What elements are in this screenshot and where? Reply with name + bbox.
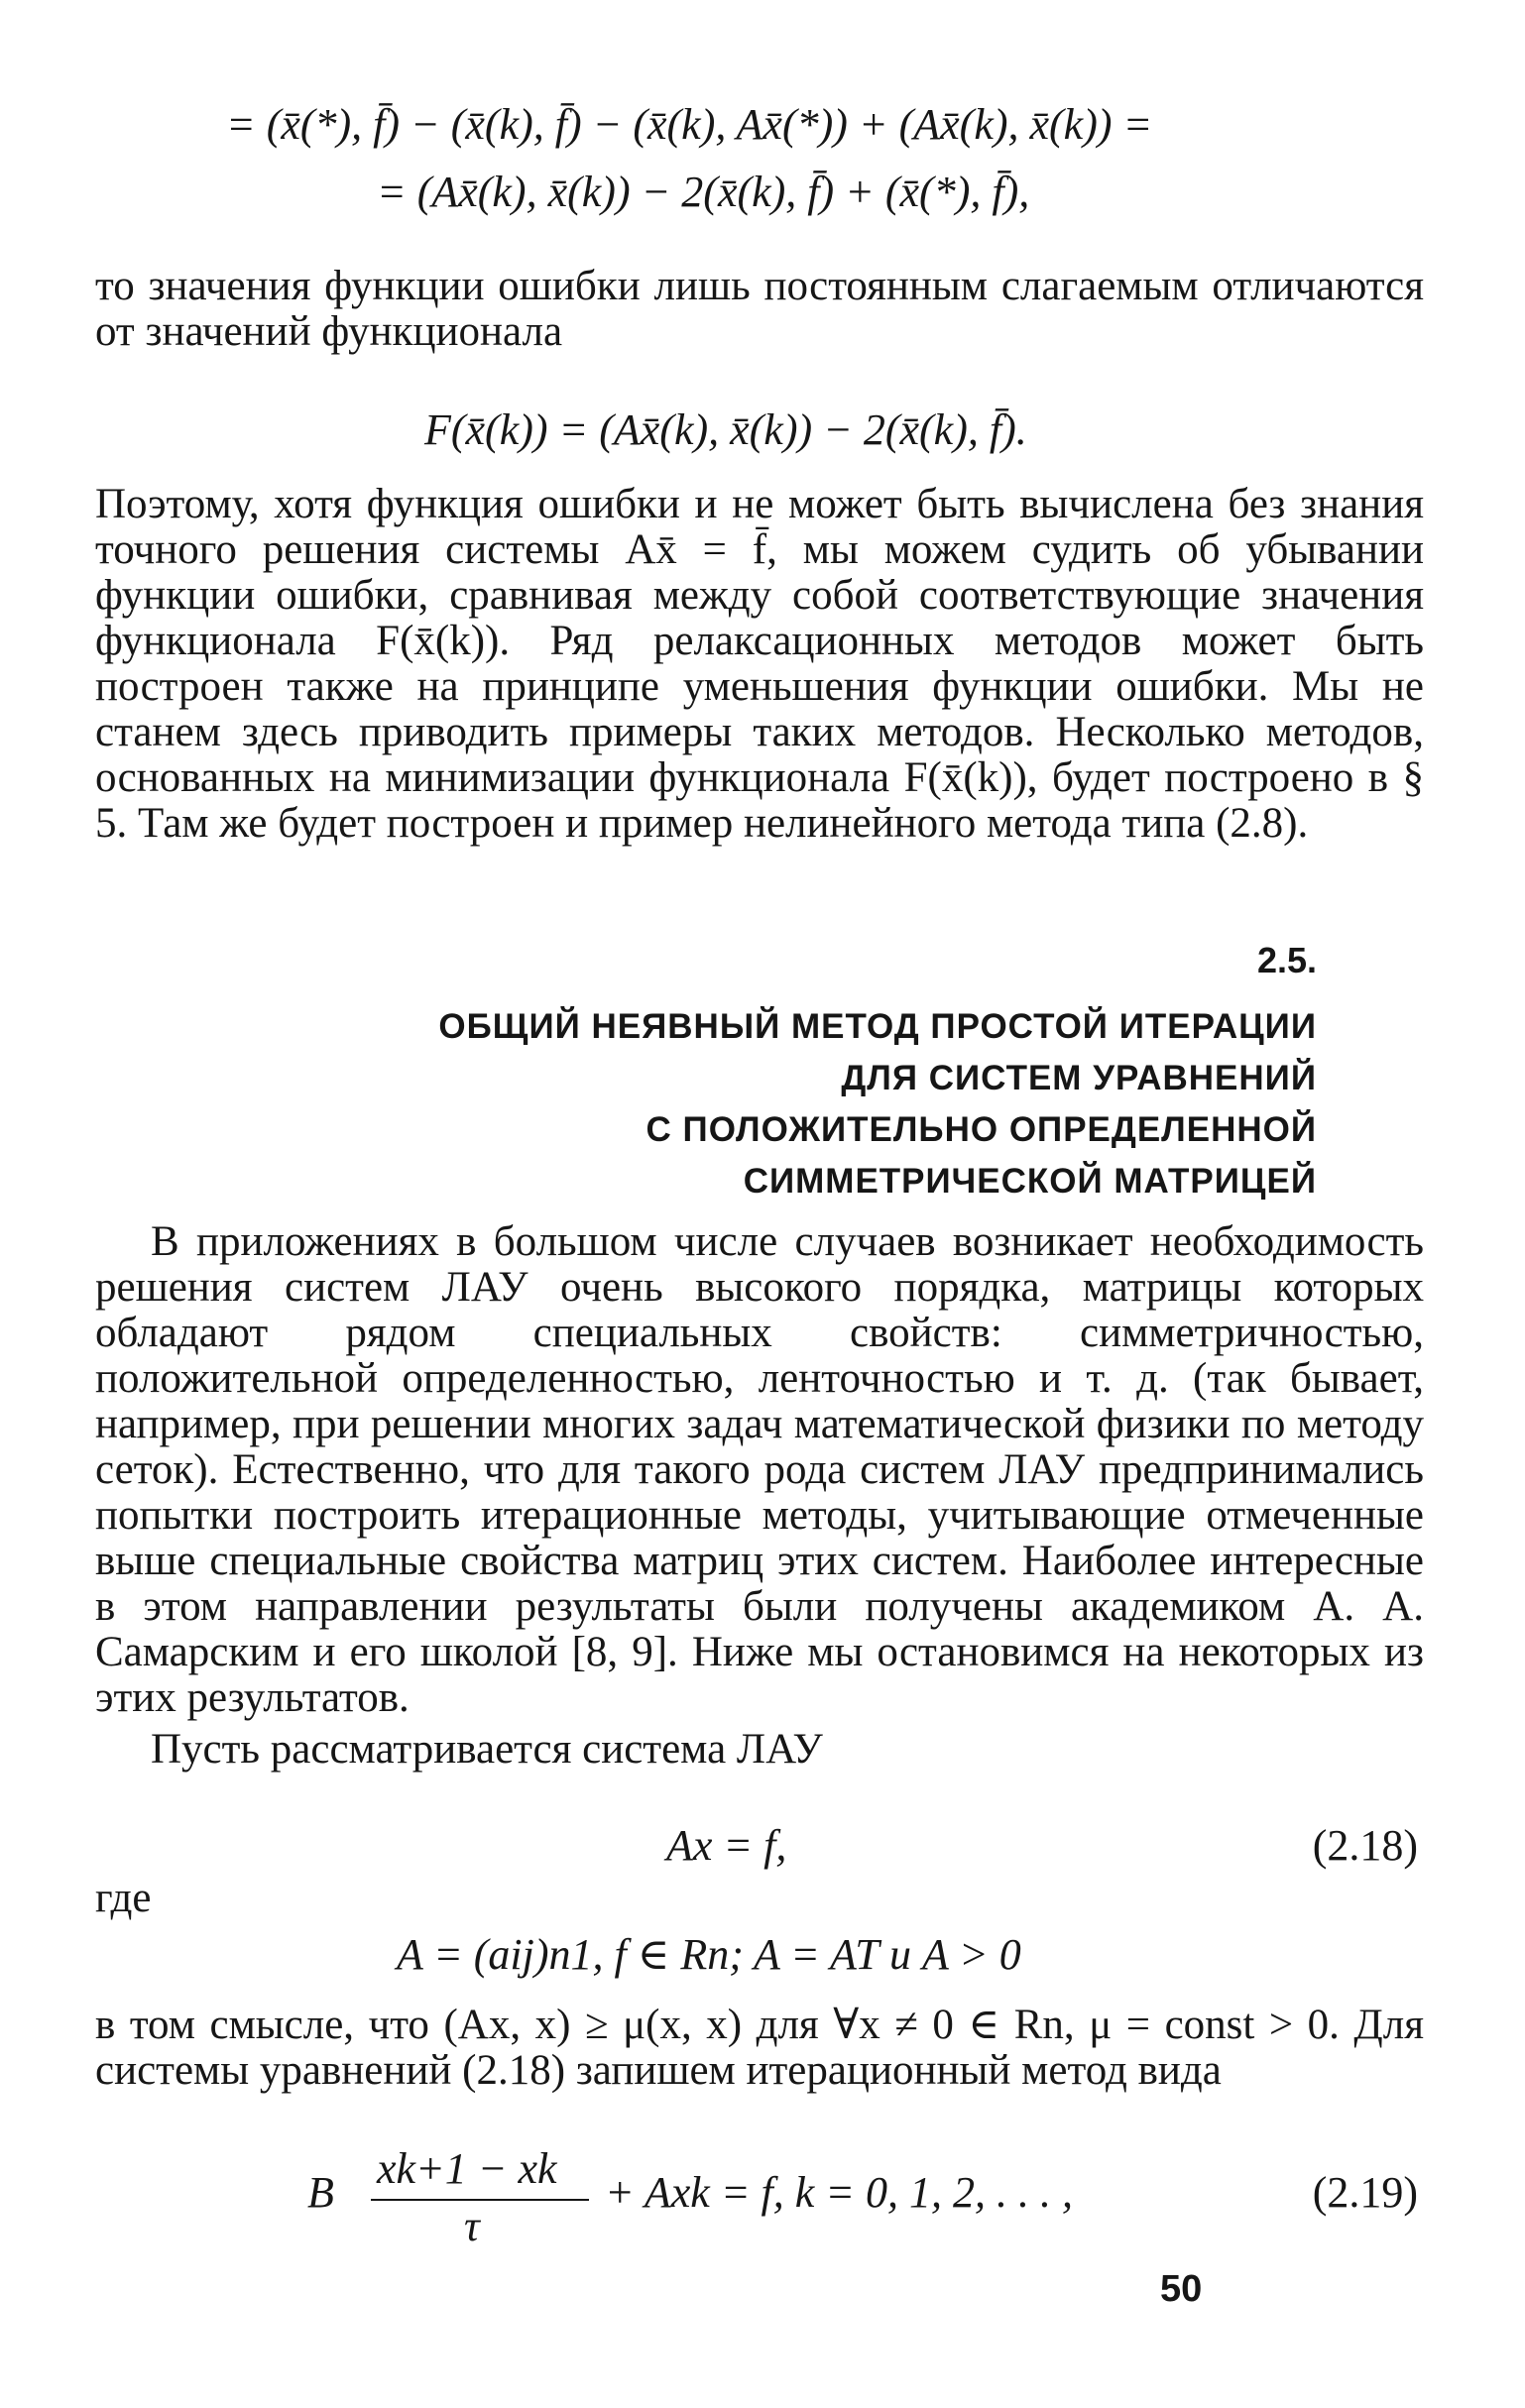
paragraph-text: В приложениях в большом числе случаев возникает необходимость решения систем ЛАУ очень высокого порядка, матрицы которых обладают рядом специальных свойств: симметричностью, положительной определенностью, ленточностью и т. д. (так бывает, например, при решении многих задач математической физики по методу сеток). Естественно, что для такого рода систем ЛАУ предпринимались попытки построить итерационные методы, учитывающие отмеченные выше специальные свойства матриц этих систем. Наиболее интересные в этом направлении результаты были получены академиком А. А. Самарским и его школой [8, 9]. Ниже мы остановимся на некоторых из этих результатов. xyxy=(95,1218,1424,1721)
functional-equation: F(x̄(k)) = (Ax̄(k), x̄(k)) − 2(x̄(k), f̄). xyxy=(424,405,1027,454)
section-title-line: ДЛЯ СИСТЕМ УРАВНЕНИЙ xyxy=(841,1059,1317,1097)
operator-b: B xyxy=(307,2168,334,2217)
matrix-conditions: A = (aij)n1, f ∈ Rn; A = AT и A > 0 xyxy=(397,1930,1021,1979)
paragraph-text: в том смысле, что (Ax, x) ≥ μ(x, x) для ∀x ≠ 0 ∈ Rn, μ = const > 0. Для системы уравнений (2.18) запишем итерационный метод вида xyxy=(95,2002,1424,2094)
page-number: 50 xyxy=(1160,2268,1203,2310)
equation-number: (2.19) xyxy=(1312,2168,1418,2217)
section-title xyxy=(438,1001,1317,1207)
section-title-line: ОБЩИЙ НЕЯВНЫЙ МЕТОД ПРОСТОЙ ИТЕРАЦИИ xyxy=(438,1007,1317,1046)
method-rest: + Axk = f, k = 0, 1, 2, . . . , xyxy=(605,2168,1073,2217)
paragraph-applications xyxy=(95,1219,1424,1773)
fraction-numerator: xk+1 − xk xyxy=(377,2144,557,2193)
paragraph-text: то значения функции ошибки лишь постоянным слагаемым отличаются от значений функционала xyxy=(95,263,1424,355)
section-title-line: СИММЕТРИЧЕСКОЙ МАТРИЦЕЙ xyxy=(743,1162,1317,1201)
fraction-denominator: τ xyxy=(464,2202,480,2250)
paragraph-text: Пусть рассматривается система ЛАУ xyxy=(151,1726,823,1773)
paragraph-error-function xyxy=(95,482,1424,847)
system-equation: Ax = f, xyxy=(666,1821,787,1870)
section-number: 2.5. xyxy=(1256,940,1317,980)
where-label: где xyxy=(95,1875,152,1921)
paragraph-method-intro xyxy=(95,2003,1424,2094)
equation-line-2: = (Ax̄(k), x̄(k)) − 2(x̄(k), f̄) + (x̄(*), f̄), xyxy=(377,168,1030,216)
section-title-line: С ПОЛОЖИТЕЛЬНО ОПРЕДЕЛЕННОЙ xyxy=(645,1110,1317,1149)
fraction-bar xyxy=(371,2199,589,2201)
equation-number: (2.18) xyxy=(1312,1821,1418,1870)
equation-line-1: = (x̄(*), f̄) − (x̄(k), f̄) − (x̄(k), Ax̄(*)) + (Ax̄(k), x̄(k)) = xyxy=(226,100,1153,149)
paragraph-intro xyxy=(95,264,1424,355)
paragraph-text: Поэтому, хотя функция ошибки и не может быть вычислена без знания точного решения системы Ax̄ = f̄, мы можем судить об убывании функции ошибки, сравнивая между собой соответствующие значения функционала F(x̄(k)). Ряд релаксационных методов может быть построен также на принципе уменьшения функции ошибки. Мы не станем здесь приводить примеры таких методов. Несколько методов, основанных на минимизации функционала F(x̄(k)), будет построено в § 5. Там же будет построен и пример нелинейного метода типа (2.8). xyxy=(95,481,1424,847)
